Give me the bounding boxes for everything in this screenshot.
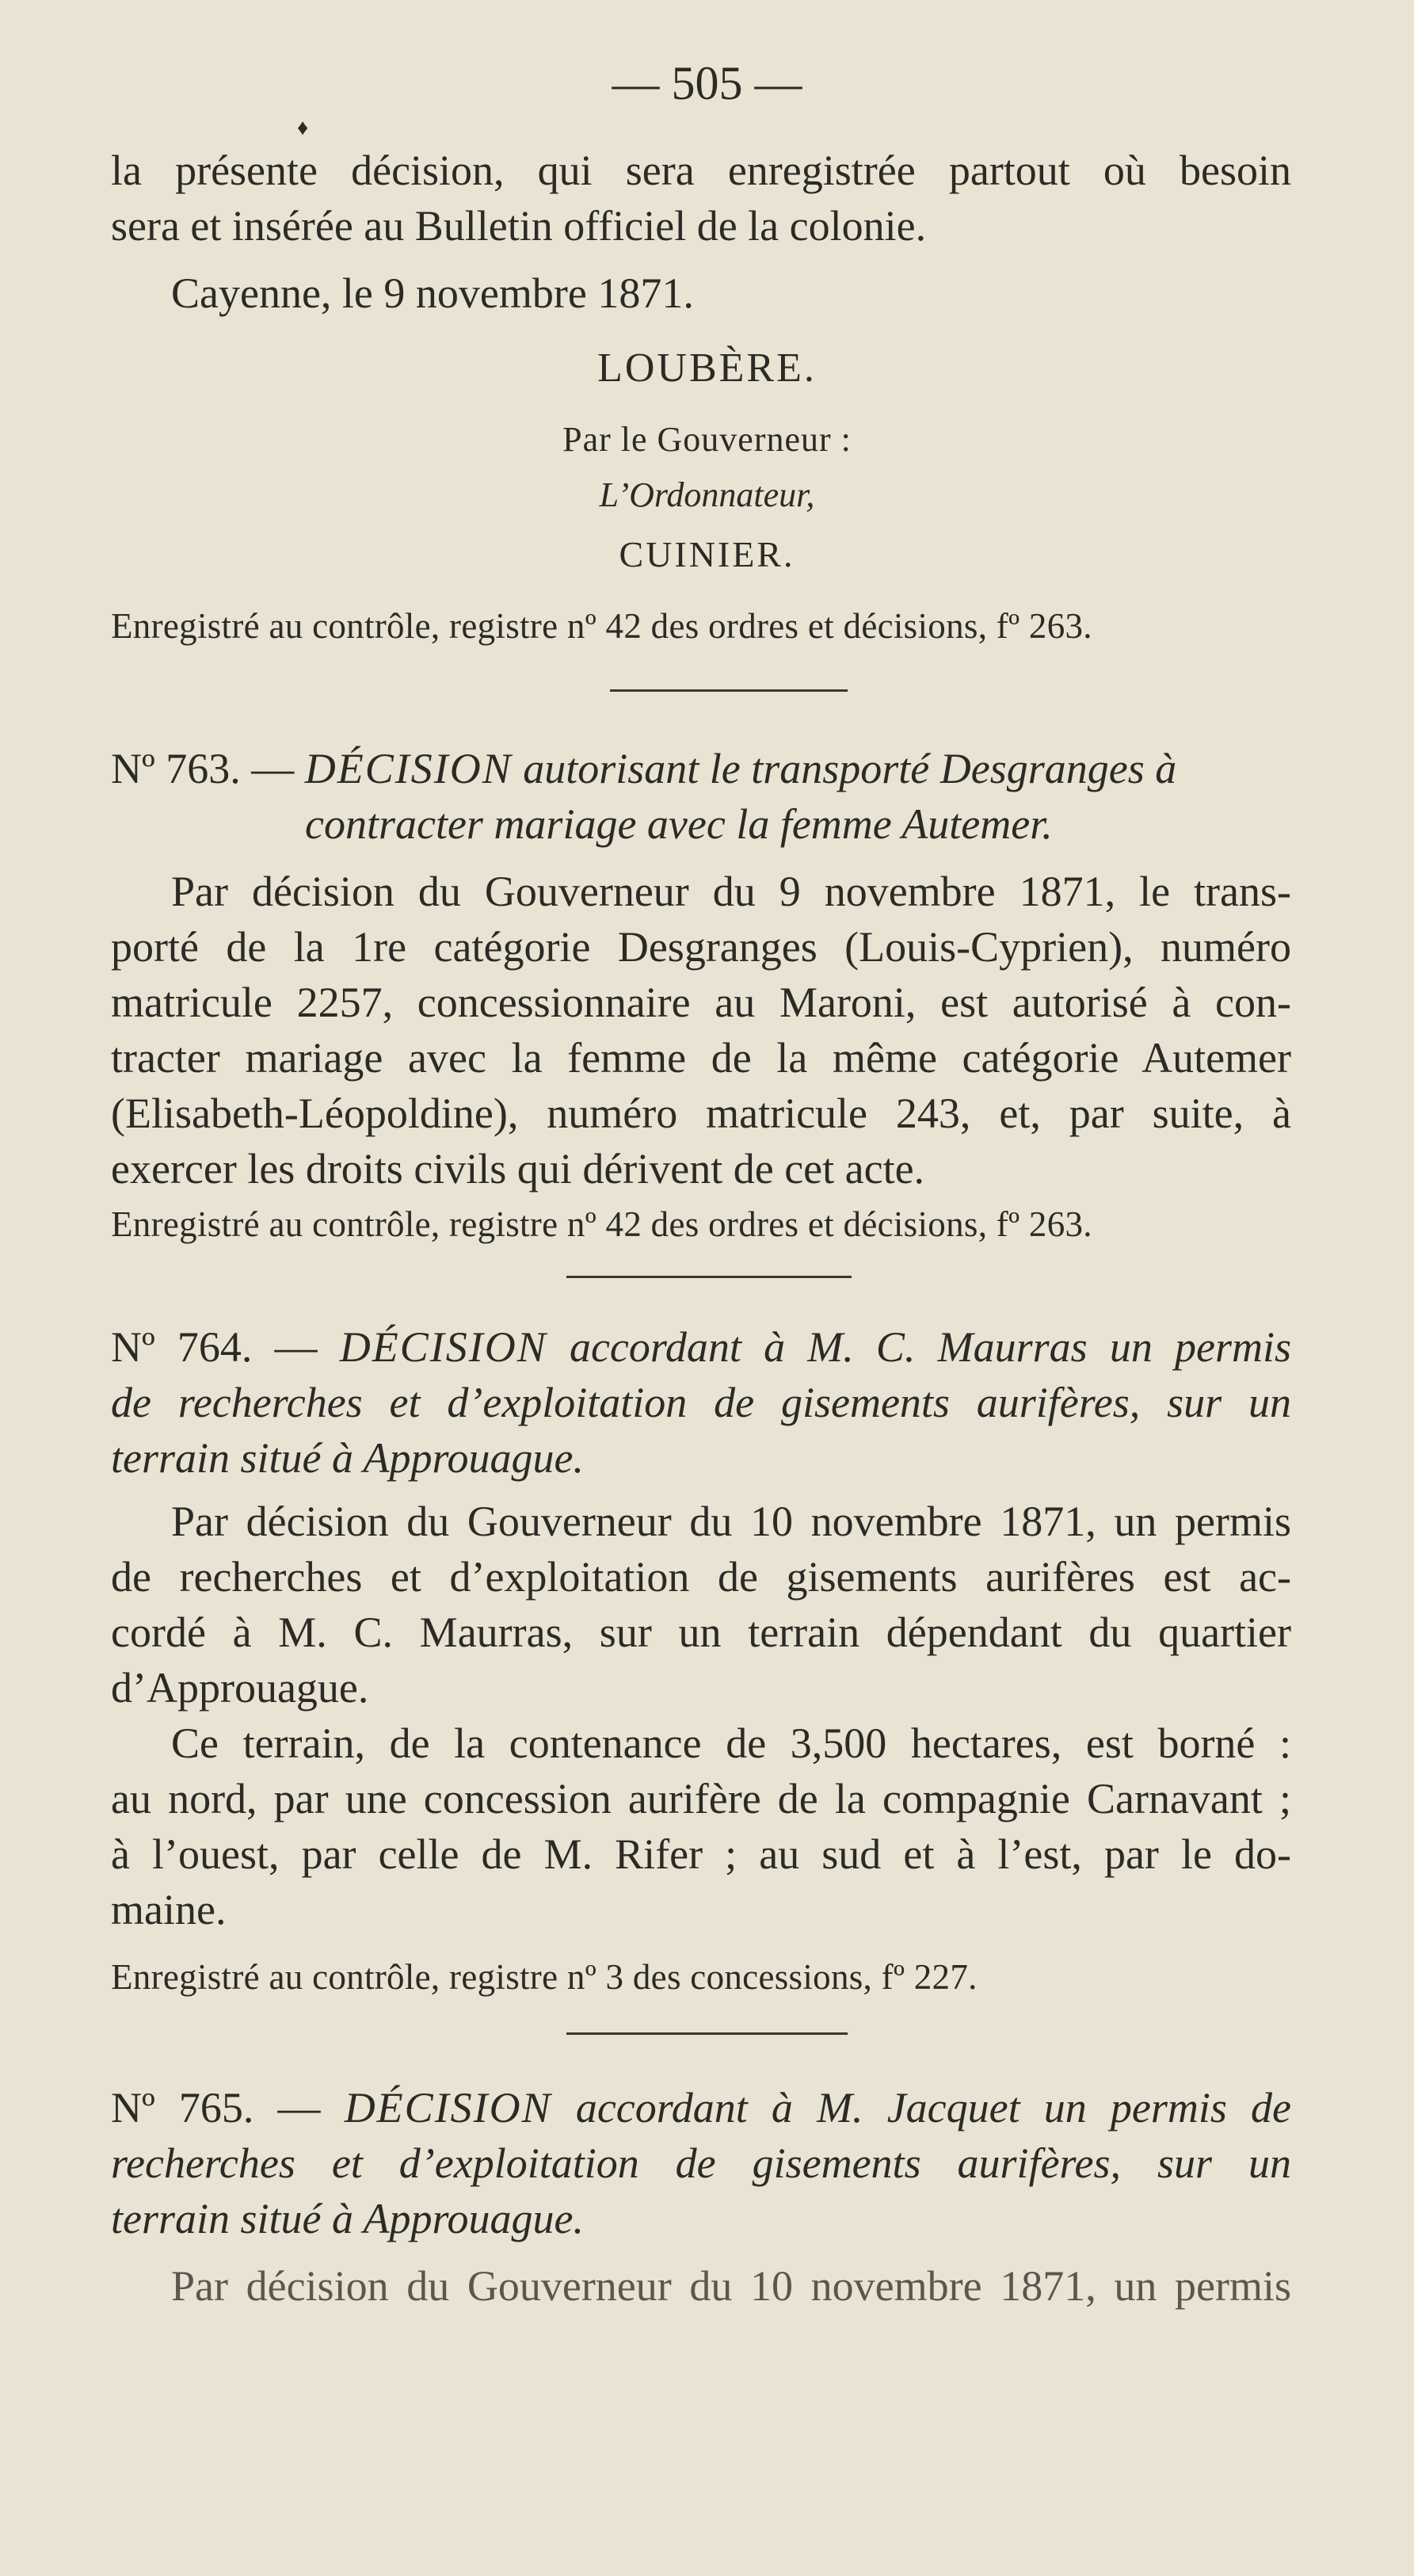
page-number: — 505 — <box>612 57 802 109</box>
decision-title: autorisant le transporté Desgranges à <box>523 745 1177 792</box>
decision-764-body-line-8: maine. <box>111 1886 227 1933</box>
decision-764-heading <box>111 1319 1291 1375</box>
decision-763-body-line-6: exercer les droits civils qui dérivent de cet acte. <box>111 1145 925 1193</box>
decision-764-body-line-4: d’Approuague. <box>111 1664 369 1712</box>
decision-title: accordant à M. C. Maurras un permis <box>569 1323 1292 1371</box>
decision-765-body-line-1: Par décision du Gouverneur du 10 novembre 1871, un permis <box>171 2262 1291 2310</box>
intro-line-2: sera et insérée au Bulletin officiel de la colonie. <box>111 202 927 250</box>
decision-number: Nº 765. — <box>111 2084 321 2131</box>
divider <box>566 2032 848 2035</box>
decision-765-heading <box>111 2080 1291 2135</box>
decision-title: accordant à M. Jacquet un permis de <box>575 2084 1292 2131</box>
decision-763-body-line-4: tracter mariage avec la femme de la même catégorie Autemer <box>111 1034 1291 1082</box>
decision-764-body-line-6: au nord, par une concession aurifère de la compagnie Carnavant ; <box>111 1775 1291 1822</box>
decision-763-body-line-3: matricule 2257, concessionnaire au Maroni, est autorisé à con- <box>111 979 1291 1026</box>
decision-number: Nº 763. — <box>111 745 295 792</box>
decision-763-body-line-5: (Elisabeth-Léopoldine), numéro matricule 243, et, par suite, à <box>111 1090 1291 1137</box>
decision-764-title-line-3: terrain situé à Approuague. <box>111 1434 584 1482</box>
bullet-mark: ♦ <box>297 116 309 140</box>
decision-764-body-line-5: Ce terrain, de la contenance de 3,500 hectares, est borné : <box>171 1719 1291 1767</box>
signature-name: LOUBÈRE. <box>597 345 817 391</box>
signature-role: L’Ordonnateur, <box>599 475 815 514</box>
divider <box>610 689 848 692</box>
decision-number: Nº 764. — <box>111 1323 318 1371</box>
decision-765-title-line-2: recherches et d’exploitation de gisements aurifères, sur un <box>111 2139 1291 2187</box>
divider <box>566 1276 852 1278</box>
decision-keyword: DÉCISION <box>304 745 513 792</box>
intro-line-1: la présente décision, qui sera enregistrée partout où besoin <box>111 147 1291 194</box>
decision-763-heading <box>111 741 1291 796</box>
decision-764-registration: Enregistré au contrôle, registre nº 3 des concessions, fº 227. <box>111 1957 978 1997</box>
decision-763-registration: Enregistré au contrôle, registre nº 42 des ordres et décisions, fº 263. <box>111 1204 1092 1244</box>
intro-date: Cayenne, le 9 novembre 1871. <box>171 269 694 317</box>
signature-officer: CUINIER. <box>619 534 795 574</box>
decision-keyword: DÉCISION <box>339 1323 547 1371</box>
decision-764-body-line-3: cordé à M. C. Maurras, sur un terrain dépendant du quartier <box>111 1609 1291 1656</box>
decision-763-title-line-2: contracter mariage avec la femme Autemer. <box>305 800 1053 848</box>
decision-763-body-line-1: Par décision du Gouverneur du 9 novembre 1871, le trans- <box>171 868 1291 915</box>
decision-764-body-line-2: de recherches et d’exploitation de gisements aurifères est ac- <box>111 1553 1291 1601</box>
decision-764-body-line-7: à l’ouest, par celle de M. Rifer ; au sud et à l’est, par le do- <box>111 1830 1291 1878</box>
intro-registration: Enregistré au contrôle, registre nº 42 des ordres et décisions, fº 263. <box>111 606 1092 646</box>
decision-764-title-line-2: de recherches et d’exploitation de gisements aurifères, sur un <box>111 1379 1291 1426</box>
decision-763-body-line-2: porté de la 1re catégorie Desgranges (Louis-Cyprien), numéro <box>111 923 1291 971</box>
decision-keyword: DÉCISION <box>344 2084 552 2131</box>
decision-764-body-line-1: Par décision du Gouverneur du 10 novembre 1871, un permis <box>171 1498 1291 1545</box>
decision-765-title-line-3: terrain situé à Approuague. <box>111 2195 584 2242</box>
signature-by: Par le Gouverneur : <box>562 420 852 459</box>
